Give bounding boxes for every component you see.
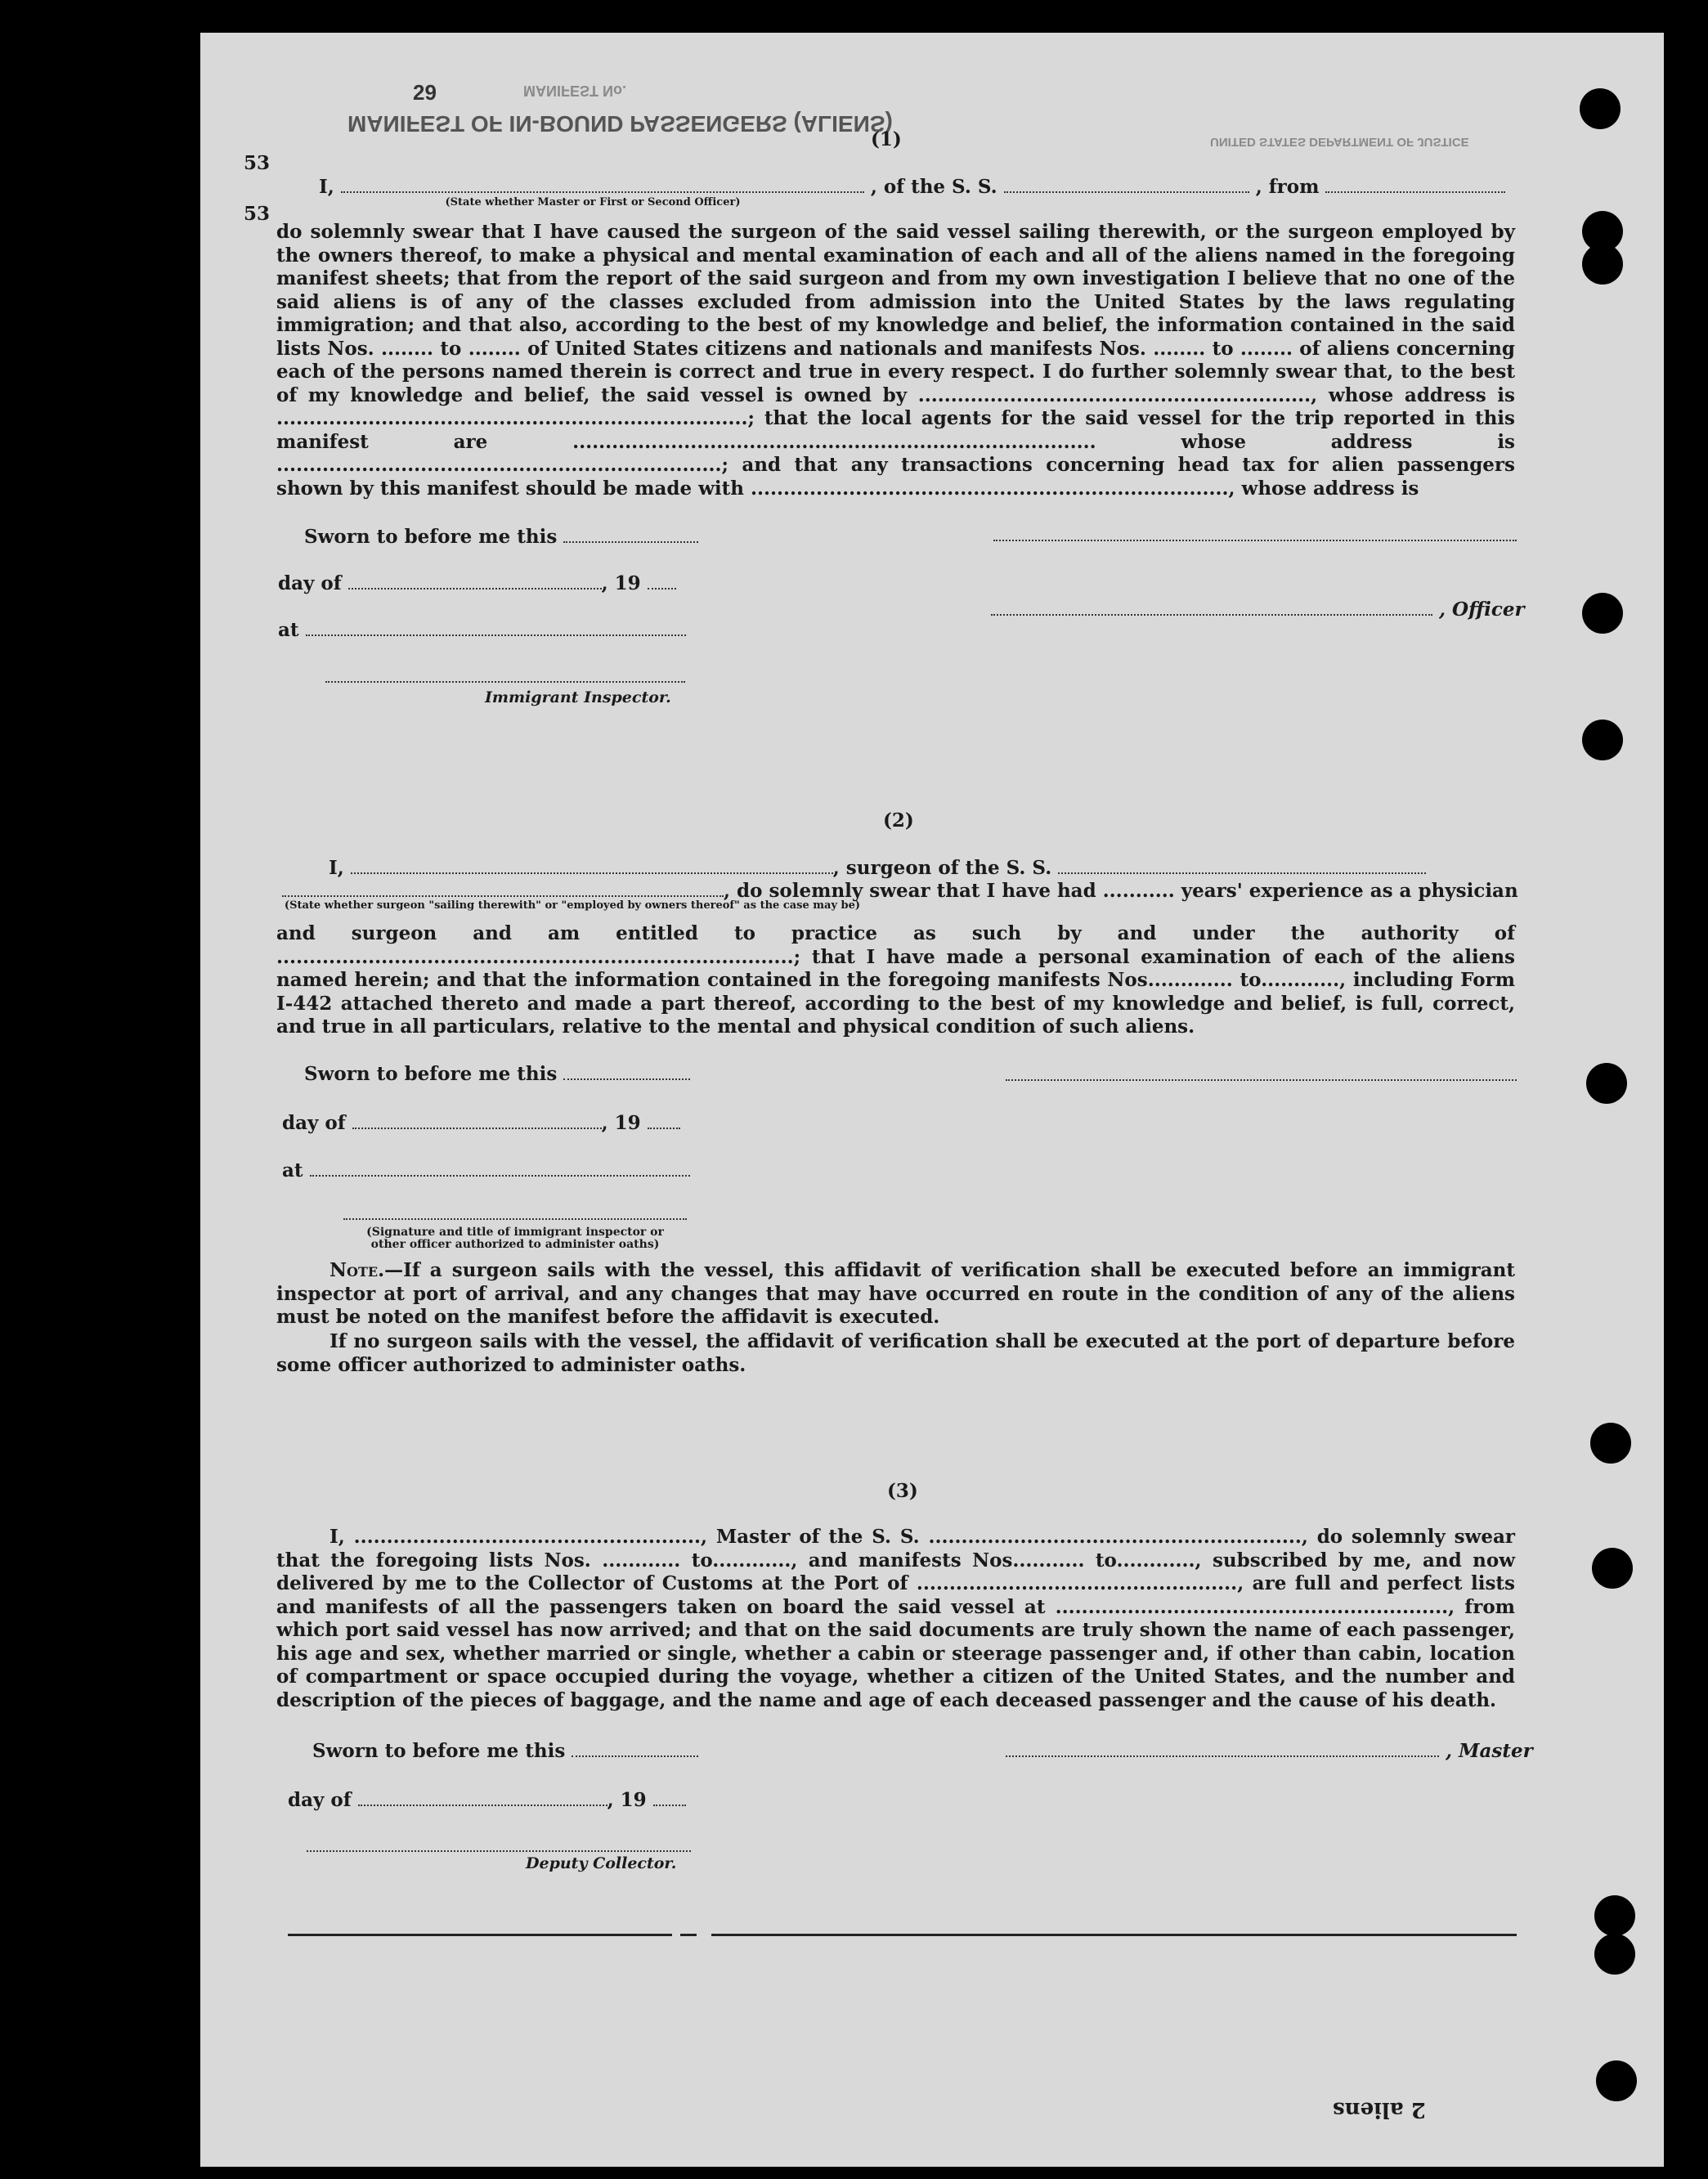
surgeon-note: Note.—If a surgeon sails with the vessel, this affidavit of verification shall be executed before an immigrant inspector at port of arrival, and any changes that may have occurred en route in the condition of any of the aliens must be noted on the manifest before the affidavit is executed. (276, 1259, 1515, 1328)
section-3-number: (3) (887, 1480, 918, 1502)
at-line-1: at (278, 619, 686, 641)
section-2-oath: and surgeon and am entitled to practice as such by and under the authority of ...............................................................................; that I have made a personal examination of each of the aliens named herein; and that the information contained in the foregoing manifests Nos............. to............, including Form I-442 attached thereto and made a part thereof, according to the best of my knowledge and belief, is full, correct, and true in all particulars, relative to the mental and physical condition of such aliens. (276, 922, 1515, 1038)
section-1-number: (1) (871, 128, 902, 150)
bottom-rule-right (711, 1934, 1517, 1936)
section-1-line-1 (319, 176, 1505, 198)
punch-hole (1582, 593, 1623, 634)
officer-title-line (991, 599, 1525, 621)
officer-label: , Officer (1439, 599, 1525, 621)
section-2-line-2: , do solemnly swear that I have had ........... years' experience as a physician (282, 880, 1518, 902)
day-of-line-3: day of , 19 (288, 1789, 686, 1811)
witness-signature-line (343, 1218, 687, 1220)
punch-hole (1594, 1934, 1635, 1975)
section-3-oath: I, ....................................................., Master of the S. S. ........................................................., do solemnly swear that the foregoing lists Nos. ............ to............, and manifests Nos........... to............, subscribed by me, and now delivered by me to the Collector of Customs at the Port of ................................................., are full and perfect lists and manifests of all the passengers taken on board the said vessel at ............................................................, from which port said vessel has now arrived; and that on the said documents are truly shown the name of each passenger, his age and sex, whether married or single, whether a cabin or steerage passenger and, if other than cabin, location of compartment or space occupied during the voyage, whether a citizen of the United States, and the number and description of the pieces of baggage, and the name and age of each deceased passenger and the cause of his death. (276, 1526, 1515, 1711)
margin-number: 53 (244, 152, 271, 174)
deputy-collector-caption: Deputy Collector. (526, 1854, 677, 1872)
punch-hole (1582, 720, 1623, 760)
vessel-name-field (1004, 180, 1249, 193)
sworn-line-1: Sworn to before me this (304, 526, 698, 548)
aliens-count-note: 2 aliens (1333, 2097, 1426, 2122)
punch-hole (1580, 88, 1621, 129)
punch-hole (1596, 2060, 1637, 2101)
margin-number: 53 (244, 203, 271, 225)
manifest-number-label: MANIFEST No. (523, 83, 626, 99)
officer-signature-line (993, 540, 1517, 541)
section-1-oath: do solemnly swear that I have caused the surgeon of the said vessel sailing therewith, or the surgeon employed by the owners thereof, to make a physical and mental examination of each and all of the aliens named in the foregoing manifest sheets; that from the report of the said surgeon and from my own investigation I believe that no one of the said aliens is of any of the classes excluded from admission into the United States by the laws regulating immigration; and that also, according to the best of my knowledge and belief, the information contained in the said lists Nos. ........ to ........ of United States citizens and nationals and manifests Nos. ........ to ........ of aliens concerning each of the persons named therein is correct and true in every respect. I do further solemnly swear that, to the best of my knowledge and belief, the said vessel is owned by ............................................................, whose address is ........................................................................; that the local agents for the said vessel for the trip reported in this manifest are ................................................................................ whose address is ....................................................................; and that any transactions concerning head tax for alien passengers shown by this manifest should be made with ........................................................................., whose address is (276, 221, 1515, 500)
punch-hole (1582, 244, 1623, 285)
sworn-line-2: Sworn to before me this (304, 1063, 690, 1085)
punch-hole (1590, 1423, 1631, 1464)
form-notice: UNITED STATES DEPARTMENT OF JUSTICE (1210, 135, 1469, 149)
officer-name-field (341, 180, 864, 193)
day-of-line-1: day of , 19 (278, 572, 676, 594)
punch-hole (1586, 1063, 1627, 1104)
punch-hole (1594, 1895, 1635, 1936)
surgeon-vessel-field (1058, 861, 1426, 874)
surgeon-signature-line (1006, 1079, 1517, 1081)
section-2-line-1: I, , surgeon of the S. S. (329, 857, 1426, 879)
manifest-number: 29 (413, 80, 437, 105)
sworn-line-3: Sworn to before me this (312, 1740, 698, 1762)
section-2-number: (2) (883, 809, 914, 832)
bottom-rule-left (288, 1934, 672, 1936)
master-label: , Master (1446, 1740, 1533, 1762)
bottom-rule-dash (680, 1934, 697, 1936)
punch-hole (1592, 1548, 1633, 1589)
officer-caption: (State whether Master or First or Second Officer) (445, 196, 741, 208)
immigrant-inspector-caption: Immigrant Inspector. (485, 688, 671, 706)
master-signature-line (1006, 1740, 1533, 1762)
surgeon-caption: (State whether surgeon "sailing therewith" or "employed by owners thereof" as the case may be) (284, 899, 861, 912)
surgeon-name-field (351, 861, 833, 874)
no-surgeon-note: If no surgeon sails with the vessel, the affidavit of verification shall be executed at the port of departure before some officer authorized to administer oaths. (276, 1330, 1515, 1376)
witness-caption: (Signature and title of immigrant inspector or other officer authorized to administer oaths) (366, 1226, 664, 1251)
section-1-ss: , of the S. S. (870, 176, 997, 198)
section-1-from: , from (1255, 176, 1320, 198)
at-line-2: at (282, 1159, 690, 1181)
inspector-signature-line (325, 681, 685, 683)
manifest-title: MANIFEST OF IN-BOUND PASSENGERS (ALIENS) (347, 111, 893, 137)
collector-signature-line (307, 1850, 691, 1852)
day-of-line-2: day of , 19 (282, 1112, 680, 1134)
from-port-field (1325, 180, 1505, 193)
section-1-i: I, (319, 176, 334, 198)
